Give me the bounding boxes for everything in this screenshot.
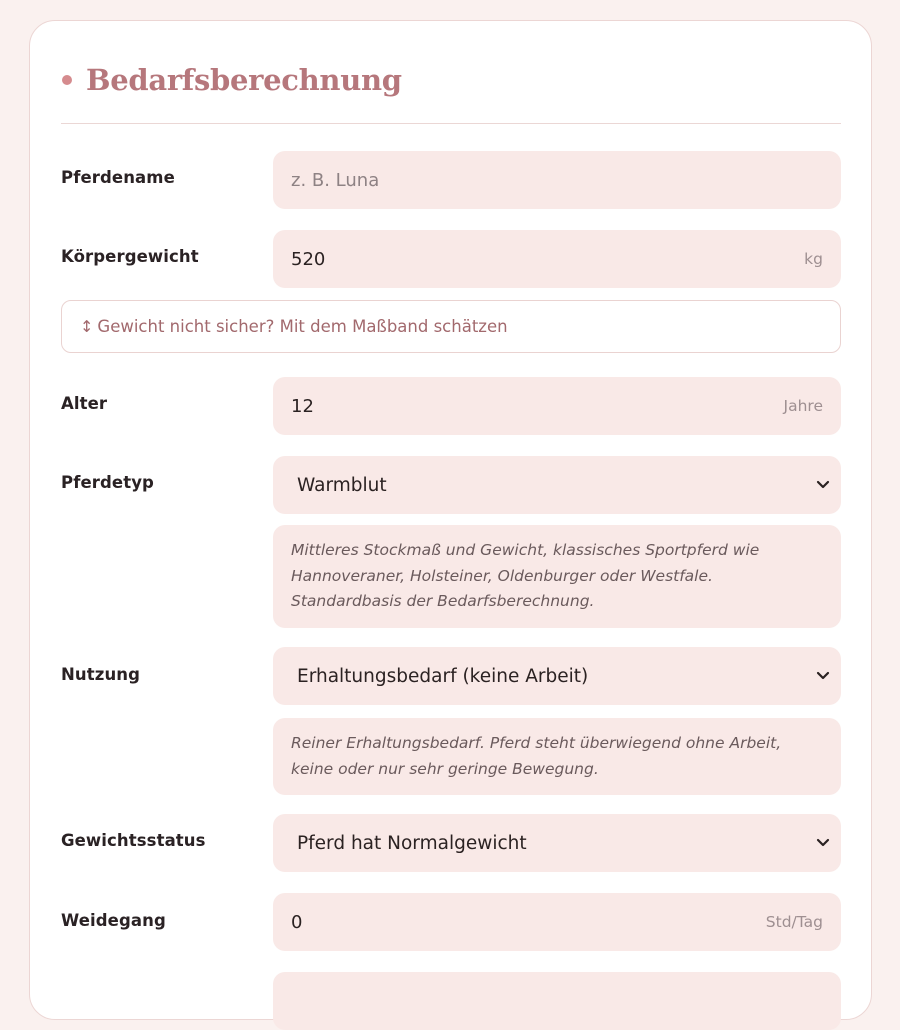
header-divider: [61, 123, 841, 124]
pasture-unit: Std/Tag: [765, 913, 823, 931]
calculation-card: [29, 20, 872, 1020]
usage-select[interactable]: [273, 647, 841, 705]
horse-type-select[interactable]: [273, 456, 841, 514]
usage-description: Reiner Erhaltungsbedarf. Pferd steht überwiegend ohne Arbeit, keine oder nur sehr geringe Bewegung.: [273, 718, 841, 795]
age-label: Alter: [61, 394, 108, 413]
section-title: Bedarfsberechnung: [86, 63, 402, 97]
body-weight-unit: kg: [804, 250, 823, 268]
pasture-value: 0: [291, 911, 303, 933]
weight-status-select[interactable]: [273, 814, 841, 872]
horse-name-input[interactable]: [273, 151, 841, 209]
age-unit: Jahre: [783, 397, 823, 415]
body-weight-value: 520: [291, 248, 326, 270]
ruler-vertical-arrow-icon: ↕: [80, 317, 94, 336]
bullet-dot-icon: [62, 75, 72, 85]
horse-type-label: Pferdetyp: [61, 473, 154, 492]
age-input[interactable]: [273, 377, 841, 435]
usage-label: Nutzung: [61, 665, 141, 684]
estimate-weight-button[interactable]: [61, 300, 841, 353]
horse-type-description: Mittleres Stockmaß und Gewicht, klassisches Sportpferd wie Hannoveraner, Holsteiner, Oldenburger oder Westfale. Standardbasis der Bedarfsberechnung.: [273, 525, 841, 628]
estimate-weight-label: Gewicht nicht sicher? Mit dem Maßband schätzen: [97, 317, 508, 336]
card-header: [62, 63, 402, 97]
chevron-down-icon: [805, 647, 841, 705]
next-field-input[interactable]: [273, 972, 841, 1030]
body-weight-input[interactable]: [273, 230, 841, 288]
horse-name-label: Pferdename: [61, 168, 175, 187]
chevron-down-icon: [805, 456, 841, 514]
body-weight-label: Körpergewicht: [61, 247, 199, 266]
pasture-input[interactable]: [273, 893, 841, 951]
usage-selected: Erhaltungsbedarf (keine Arbeit): [297, 665, 589, 687]
weight-status-label: Gewichtsstatus: [61, 831, 206, 850]
age-value: 12: [291, 395, 314, 417]
horse-name-placeholder: z. B. Luna: [291, 169, 380, 191]
pasture-label: Weidegang: [61, 911, 166, 930]
horse-type-selected: Warmblut: [297, 474, 387, 496]
chevron-down-icon: [805, 814, 841, 872]
weight-status-selected: Pferd hat Normalgewicht: [297, 832, 527, 854]
